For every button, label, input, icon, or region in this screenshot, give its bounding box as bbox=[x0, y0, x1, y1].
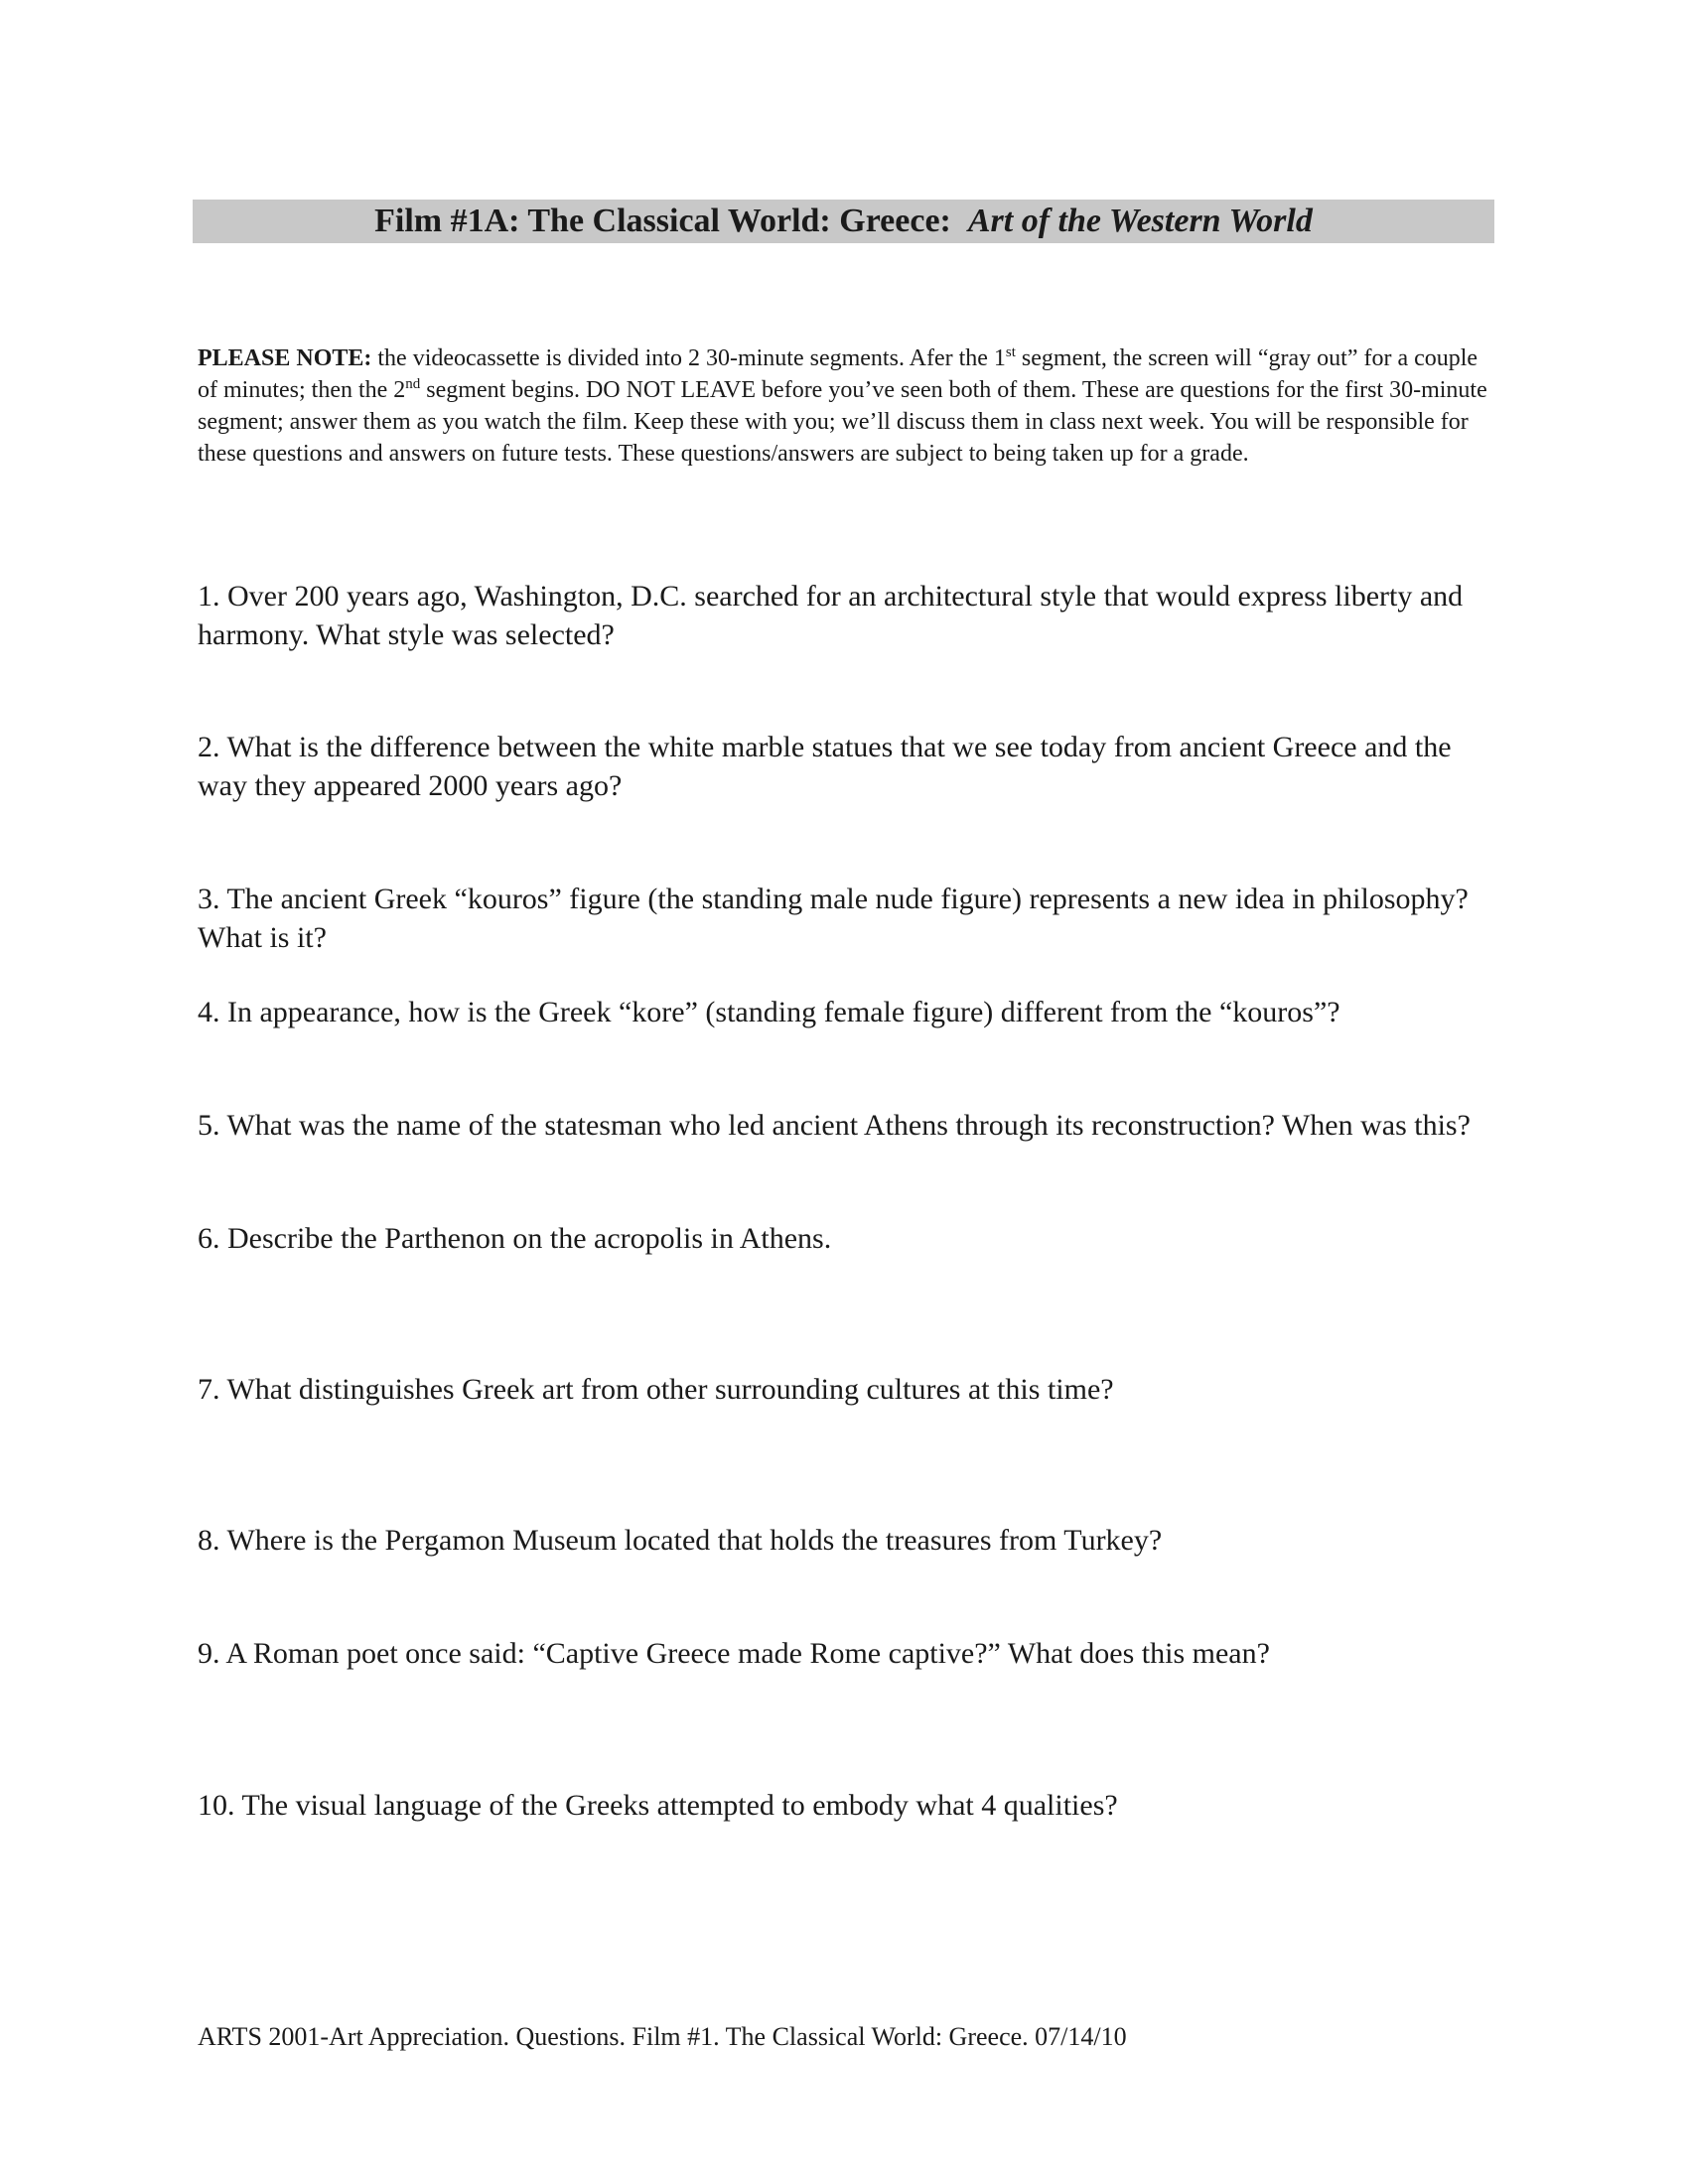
title-main: Film #1A: The Classical World: Greece: bbox=[374, 203, 951, 239]
question-3: 3. The ancient Greek “kouros” figure (the standing male nude figure) represents a new idea in philosophy? What is it? bbox=[198, 883, 1469, 954]
note-sup-1: st bbox=[1005, 344, 1016, 360]
question-8: 8. Where is the Pergamon Museum located that holds the treasures from Turkey? bbox=[198, 1524, 1163, 1557]
note-label: PLEASE NOTE: bbox=[198, 345, 372, 371]
question-2: 2. What is the difference between the white marble statues that we see today from ancient Greece and the way they appeared 2000 years ago? bbox=[198, 731, 1452, 802]
note-sup-2: nd bbox=[405, 376, 421, 392]
note-text-3: segment begins. DO NOT LEAVE before you’ve seen both of them. These are questions for the first 30-minute segment; answer them as you watch the film. Keep these with you; we’ll discuss them in class next week. You will be responsible for these questions and answers on future tests. These questions/answers are subject to being taken up for a grade. bbox=[198, 377, 1487, 467]
question-6: 6. Describe the Parthenon on the acropolis in Athens. bbox=[198, 1222, 832, 1255]
question-1: 1. Over 200 years ago, Washington, D.C. searched for an architectural style that would express liberty and harmony. What style was selected? bbox=[198, 580, 1464, 651]
note-text-2: segment, the screen will “gray out” for a couple of minutes; then the 2 bbox=[198, 345, 1478, 403]
question-10: 10. The visual language of the Greeks attempted to embody what 4 qualities? bbox=[198, 1789, 1118, 1822]
question-9: 9. A Roman poet once said: “Captive Greece made Rome captive?” What does this mean? bbox=[198, 1637, 1270, 1670]
please-note-paragraph bbox=[198, 342, 1498, 470]
page-title bbox=[193, 200, 1494, 243]
title-italic: Art of the Western World bbox=[967, 203, 1313, 239]
page-footer: ARTS 2001-Art Appreciation. Questions. Film #1. The Classical World: Greece. 07/14/10 bbox=[198, 2022, 1127, 2051]
note-text-1: the videocassette is divided into 2 30-minute segments. Afer the 1 bbox=[371, 345, 1006, 371]
question-4: 4. In appearance, how is the Greek “kore” (standing female figure) different from the “kouros”? bbox=[198, 996, 1340, 1028]
question-5: 5. What was the name of the statesman who led ancient Athens through its reconstruction? When was this? bbox=[198, 1109, 1471, 1142]
question-7: 7. What distinguishes Greek art from other surrounding cultures at this time? bbox=[198, 1373, 1114, 1406]
